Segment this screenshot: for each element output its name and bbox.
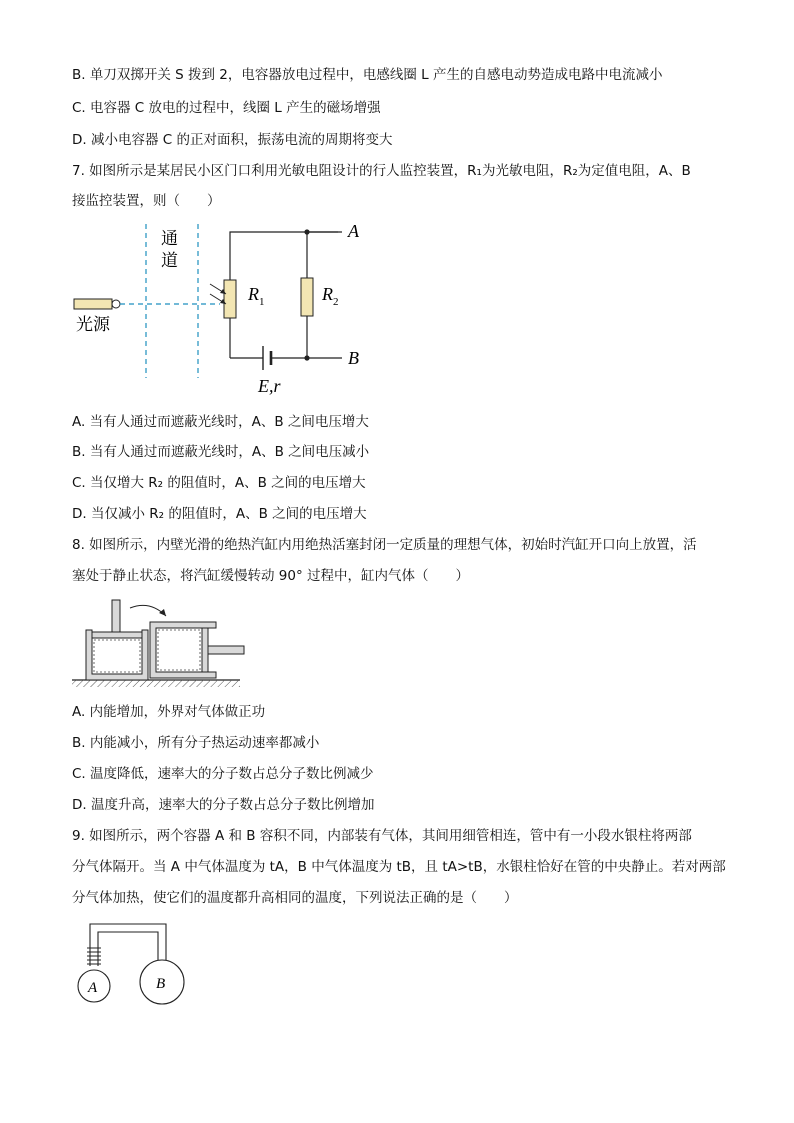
q8-option-a: A. 内能增加，外界对气体做正功 <box>72 704 266 720</box>
q8-option-d: D. 温度升高，速率大的分子数占总分子数比例增加 <box>72 797 375 813</box>
r2-resistor <box>301 278 313 316</box>
q9-stem-line3: 分气体加热，使它们的温度都升高相同的温度，下列说法正确的是（ ） <box>72 890 518 906</box>
q8-stem-line2: 塞处于静止状态，将汽缸缓慢转动 90° 过程中，缸内气体（ ） <box>72 568 470 584</box>
connecting-tube <box>90 924 166 966</box>
junction-top <box>304 229 309 234</box>
q9-stem-line2: 分气体隔开。当 A 中气体温度为 tA，B 中气体温度为 tB，且 tA>tB，水银柱恰好在管的中央静止。若对两部 <box>72 859 726 875</box>
battery-label: E,r <box>258 376 281 396</box>
light-source-tube <box>74 299 112 309</box>
rotated-piston-rod <box>208 646 244 654</box>
q7-option-c: C. 当仅增大 R₂ 的阻值时，A、B 之间的电压增大 <box>72 475 366 491</box>
q8-stem-line1: 8. 如图所示，内壁光滑的绝热汽缸内用绝热活塞封闭一定质量的理想气体，初始时汽缸开口向上放置，活 <box>72 537 697 553</box>
upright-piston <box>92 632 142 638</box>
q6-option-b: B. 单刀双掷开关 S 拨到 2，电容器放电过程中，电感线圈 L 产生的自感电动势造成电路中电流减小 <box>72 67 663 83</box>
q9-containers-figure <box>72 918 192 1008</box>
junction-bottom <box>304 355 309 360</box>
terminal-a-label: A <box>348 221 359 241</box>
light-source-label: 光源 <box>76 315 110 335</box>
rotated-piston <box>202 628 208 672</box>
circuit-top-wire <box>230 232 338 280</box>
upright-gas-region <box>94 640 140 672</box>
q7-option-d: D. 当仅减小 R₂ 的阻值时，A、B 之间的电压增大 <box>72 506 367 522</box>
light-source-lens <box>112 300 120 308</box>
q6-option-d: D. 减小电容器 C 的正对面积，振荡电流的周期将变大 <box>72 132 393 148</box>
rotation-arrow <box>130 605 166 616</box>
r2-label: $R_2$ <box>322 284 339 308</box>
channel-label-2: 道 <box>161 251 178 271</box>
q7-option-b: B. 当有人通过而遮蔽光线时，A、B 之间电压减小 <box>72 444 370 460</box>
q8-cylinder-figure <box>70 594 250 690</box>
channel-label-1: 通 <box>161 229 178 249</box>
upright-piston-rod <box>112 600 120 632</box>
terminal-b-label: B <box>348 348 359 368</box>
container-b-label: B <box>156 976 166 992</box>
r1-photoresistor <box>224 280 236 318</box>
container-a-label: A <box>88 980 98 996</box>
rotation-arrowhead <box>159 609 166 616</box>
r1-label: $R_1$ <box>248 284 265 308</box>
q7-option-a: A. 当有人通过而遮蔽光线时，A、B 之间电压增大 <box>72 414 369 430</box>
q9-stem-line1: 9. 如图所示，两个容器 A 和 B 容积不同，内部装有气体，其间用细管相连，管中有一小段水银柱将两部 <box>72 828 692 844</box>
q8-option-b: B. 内能减小，所有分子热运动速率都减小 <box>72 735 320 751</box>
q7-stem-line2: 接监控装置，则（ ） <box>72 193 221 209</box>
rotated-gas-region <box>158 630 200 670</box>
q6-option-c: C. 电容器 C 放电的过程中，线圈 L 产生的磁场增强 <box>72 100 381 116</box>
heating-coil <box>87 948 101 964</box>
q8-option-c: C. 温度降低，速率大的分子数占总分子数比例减少 <box>72 766 374 782</box>
q7-stem-line1: 7. 如图所示是某居民小区门口利用光敏电阻设计的行人监控装置，R₁为光敏电阻，R₂为定值电阻，A、B <box>72 163 691 179</box>
q7-circuit-figure <box>70 220 380 400</box>
ground-hatching <box>72 680 240 687</box>
